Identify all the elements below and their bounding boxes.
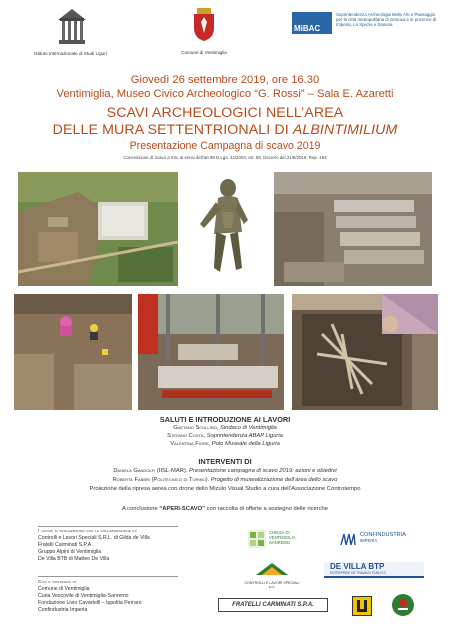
collaboration-list [38, 528, 150, 563]
fondazione-mark-icon [392, 594, 414, 616]
photo-skeleton-excavation [292, 294, 438, 410]
list-item: Fratelli Carminati S.P.A. [38, 542, 93, 548]
talk-row [0, 477, 450, 483]
speaker-role: Sindaco di Ventimiglia [219, 425, 277, 431]
photo-bronze-statuette [186, 172, 266, 286]
support-list [38, 579, 142, 614]
iisl-logo [34, 6, 107, 56]
concession-note: Concessione di scavo a IISL ai sensi dell'art.89 D.Lgs. 42/2004, art. 89, Decreto del 21/8/2019, Rep. 453 [123, 155, 327, 160]
welcome-row: Gaetano Scullino, Sindaco di Ventimiglia [173, 425, 277, 431]
monument-icon [55, 6, 89, 46]
list-item: Confindustria Imperia [38, 607, 88, 613]
list-item: Curia Vescovile di Ventimiglia-Sanremo [38, 593, 129, 599]
mibac-badge: MiBAC [292, 12, 332, 34]
controlli-logo [244, 562, 300, 589]
chiesa-logo [248, 530, 308, 548]
photo-excavation-workers [14, 294, 132, 410]
alpini-mark-icon [353, 597, 371, 615]
divider [38, 576, 178, 577]
welcome-row: Stefano Costa, Soprintendenza ABAP Liguria [167, 433, 283, 439]
talk-title: Progetto di musealizzazione dell’area dello scavo [210, 477, 338, 483]
title-albintimilium: ALBINTIMILIUM [292, 122, 398, 138]
mibac-logo [292, 12, 442, 34]
alpini-logo [352, 596, 372, 616]
speaker-name: Valentina Fiore [170, 441, 209, 447]
closing-text: con raccolta di offerte a sostegno delle ricerche [205, 506, 329, 512]
photo-stone-tombs [274, 172, 432, 286]
title-line2-text: DELLE MURA SETTENTRIONALI DI [52, 122, 293, 138]
comune-caption: Comune di Ventimiglia [181, 50, 227, 55]
speaker-name: Daniela Gandolfi (IISL-MAR). [113, 468, 188, 474]
event-place: Ventimiglia, Museo Civico Archeologico “G. Rossi” – Sala E. Azaretti [56, 88, 394, 100]
speaker-role: Polo Museale della Liguria [211, 441, 280, 447]
aperi-scavo: “APERI-SCAVO” [159, 506, 206, 512]
comune-logo [176, 6, 232, 55]
divider [38, 526, 178, 527]
controlli-text: CONTROLLI E LAVORI SPECIALI s.r.l. [244, 581, 300, 589]
speaker-name: Gaetano Scullino [173, 425, 217, 431]
event-date: Giovedì 26 settembre 2019, ore 16.30 [130, 74, 320, 86]
talk-row: Proiezione della ripresa aerea con drone dello Mizulo Visual Studio a cura dell’Associazione Controtempo [89, 486, 361, 492]
closing-note [0, 506, 450, 512]
devilla-logo [324, 562, 424, 578]
coat-of-arms-icon [192, 8, 216, 42]
talks-heading: INTERVENTI DI [198, 457, 252, 466]
talk-title: Presentazione campagna di scavo 2019: azioni e obiettivi [189, 468, 337, 474]
event-title-line2 [0, 122, 450, 138]
event-subtitle: Presentazione Campagna di scavo 2019 [129, 140, 321, 152]
fondazione-logo [392, 594, 414, 616]
support-heading: Con il sostegno di: [38, 580, 78, 585]
speaker-name: Stefano Costa [167, 433, 204, 439]
speaker-name: Roberta Fabbri (Politecnico di Torino). [112, 477, 210, 483]
devilla-sub: ENTREPRISE DE TRAVAUX PUBLICS [330, 571, 386, 575]
chiesa-mark-icon [248, 530, 266, 548]
collab-heading: I lavori si svolgeranno con la collaborazione di: [38, 529, 138, 534]
welcome-row: Valentina Fiore, Polo Museale della Liguria [170, 441, 280, 447]
controlli-mark-icon [254, 562, 290, 576]
list-item: Gruppo Alpini di Ventimiglia [38, 549, 102, 555]
speaker-role: Soprintendenza ABAP Liguria [206, 433, 283, 439]
confindustria-logo [340, 532, 430, 546]
fratelli-carminati-logo: FRATELLI CARMINATI S.P.A. [218, 598, 328, 612]
list-item: De Villa BTB di Matteo De Villa [38, 556, 110, 562]
closing-text: A conclusione [121, 506, 160, 512]
devilla-name: DE VILLA BTP [330, 562, 385, 571]
confindustria-name: CONFINDUSTRIA [360, 532, 406, 538]
list-item: Fondazione Livio Cavartelli – Ippolita Perraro [38, 600, 142, 606]
talk-row [0, 468, 450, 474]
chiesa-text: CHIESA DI VENTIMIGLIA SANREMO [269, 530, 296, 545]
list-item: Controlli e Lavori Speciali S.R.L. di Gilda de Villa [38, 535, 150, 541]
list-item: Comune di Ventimiglia [38, 586, 90, 592]
photo-scaffold-slabs [138, 294, 284, 410]
event-title-line1: SCAVI ARCHEOLOGICI NELL’AREA [106, 105, 344, 121]
confindustria-mark-icon [340, 532, 356, 546]
photo-aerial-excavation [18, 172, 178, 286]
welcome-heading: SALUTI E INTRODUZIONE AI LAVORI [159, 415, 291, 424]
mibac-text: Soprintendenza Archeologia Belle Arti e Paesaggio per la città metropolitana di Genova e le province di Imperia, La Spezia e Savona [336, 12, 437, 28]
iisl-caption: Istituto Internazionale di Studi Liguri [34, 51, 107, 56]
confindustria-sub: IMPERIA [360, 538, 378, 543]
